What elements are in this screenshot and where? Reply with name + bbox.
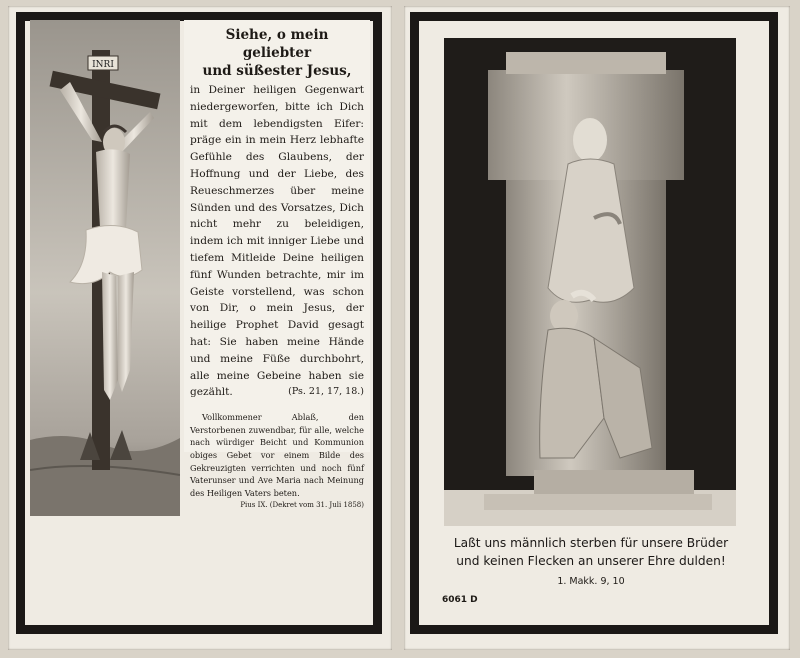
prayer-body-text: in Deiner heiligen Gegenwart niedergeworfen, bitte ich Dich mit dem lebendigsten Eifer: präge ein in mein Herz lebhafte Gefühle des Glaubens, der Hoffnung und der Liebe, des Reueschmerzes über meine Sünden und des Vorsatzes, Dich nicht mehr zu beleidigen, indem ich mit inniger Liebe und tiefem Mitleide Deine heiligen fünf Wunden betrachte, mir im Geiste vorstellend, was schon von Dir, o mein Jesus, der heilige Prophet David gesagt hat: Sie haben meine Hände und meine Füße durchbohrt, alle meine Gebeine haben sie gezählt. bbox=[190, 84, 364, 399]
prayer-title-line-1: Siehe, o mein geliebter bbox=[225, 27, 329, 61]
motto-line-2: und keinen Flecken an unserer Ehre dulden! bbox=[456, 554, 726, 568]
prayer-text-box bbox=[184, 20, 370, 510]
decree-line: Pius IX. (Dekret vom 31. Juli 1858) bbox=[240, 501, 364, 510]
right-card bbox=[404, 6, 790, 650]
memorial-statue-picture bbox=[444, 38, 736, 526]
crucifix-picture bbox=[30, 20, 180, 516]
psalm-reference: (Ps. 21, 17, 18.) bbox=[288, 386, 364, 398]
indulgence-note: Vollkommener Ablaß, den Verstorbenen zuwendbar, für alle, welche nach würdiger Beicht und Kommunion obiges Gebet vor einem Bilde des Gekreuzigten verrichten und noch fünf Vaterunser und Ave Maria nach Meinung des Heiligen Vaters beten. bbox=[190, 412, 364, 498]
motto bbox=[428, 534, 754, 570]
prayer-title-line-2: und süßester Jesus, bbox=[202, 63, 352, 79]
print-code: 6061 D bbox=[442, 595, 478, 605]
prayer-body bbox=[190, 82, 364, 401]
prayer-title bbox=[190, 26, 364, 80]
bible-citation: 1. Makk. 9, 10 bbox=[557, 576, 625, 587]
motto-line-1: Laßt uns männlich sterben für unsere Brüder bbox=[453, 536, 729, 550]
left-card bbox=[8, 6, 392, 650]
inri-sign: INRI bbox=[92, 60, 114, 70]
